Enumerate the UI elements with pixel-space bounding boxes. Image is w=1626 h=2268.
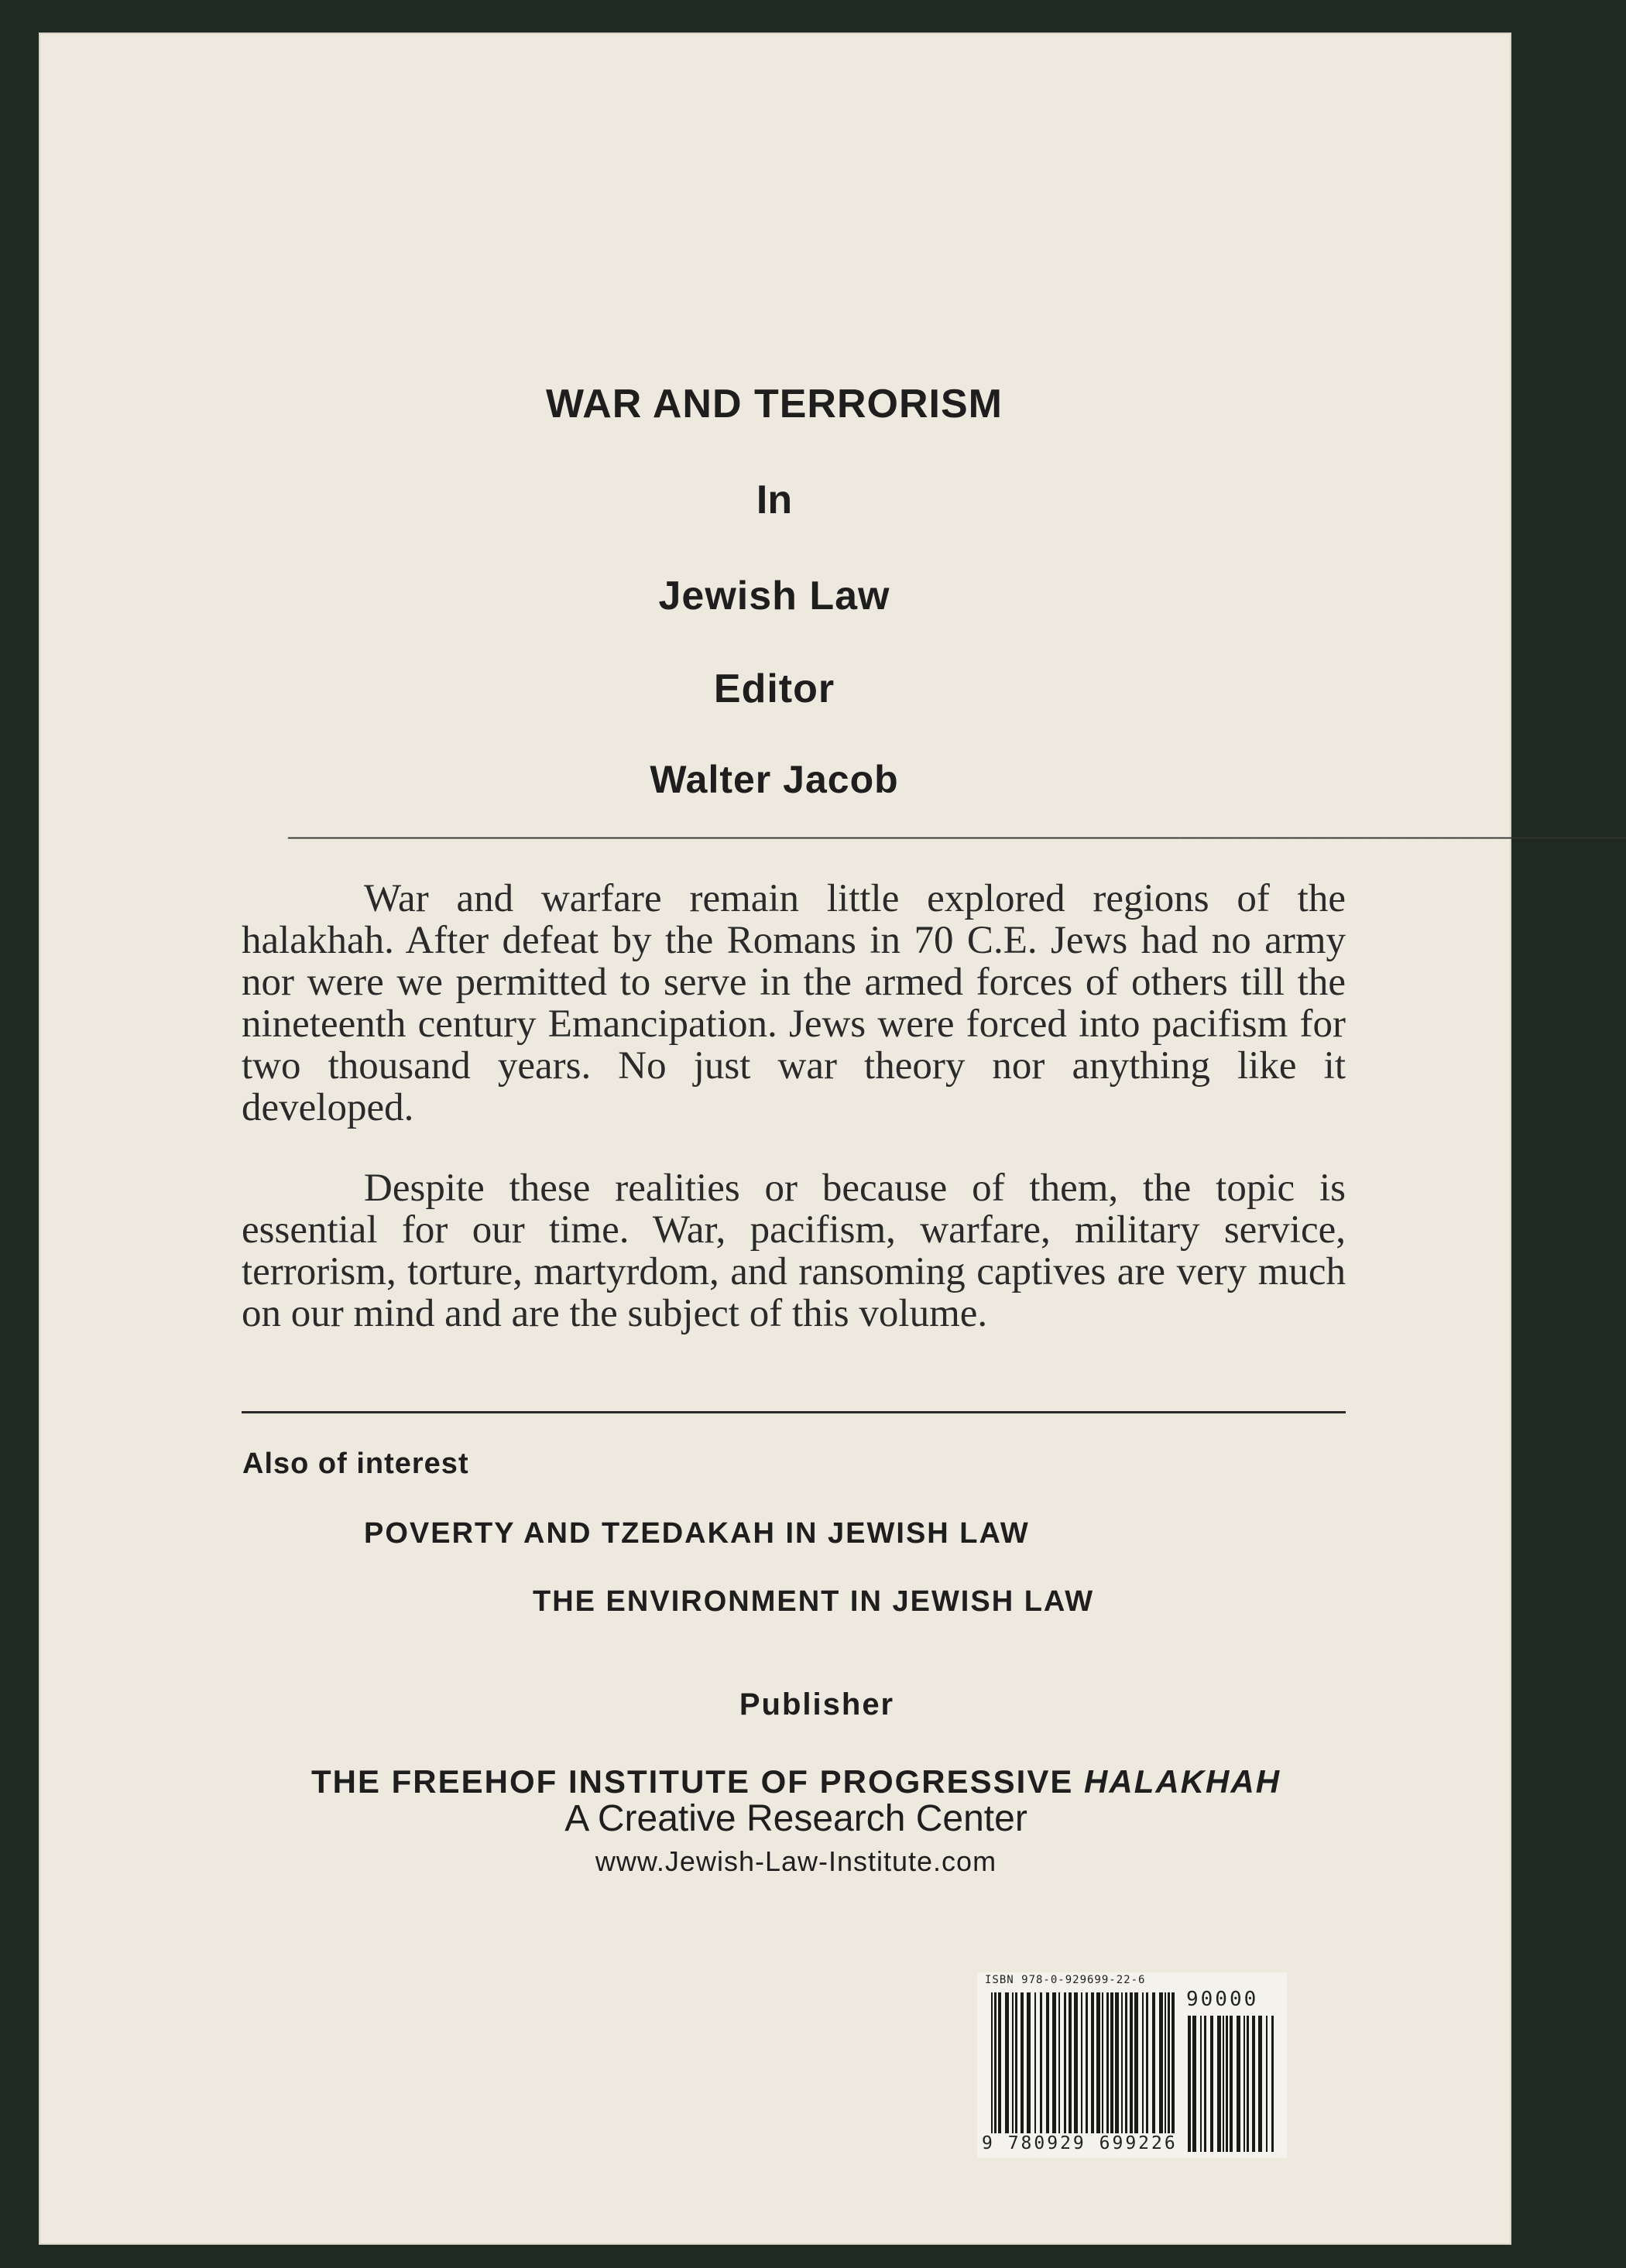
publisher-url: www.Jewish-Law-Institute.com	[595, 1845, 997, 1877]
barcode-bar	[1096, 1992, 1100, 2135]
barcode-bar	[1086, 1992, 1088, 2135]
barcode-bar	[1168, 1992, 1170, 2135]
barcode-bar	[1247, 2016, 1249, 2152]
dashed-divider: ________________________________________________________________________	[288, 810, 1626, 845]
barcode-bar	[1171, 1992, 1175, 2135]
barcode-bar	[998, 1992, 1001, 2135]
description-paragraph	[242, 1167, 1346, 1334]
barcode-bar	[1204, 2016, 1206, 2152]
description-text: Despite these realities or because of them, the topic is essential for our time. War, pacifism, warfare, military service, terrorism, torture, martyrdom, and ransoming captives are very much on our mind and are the subject of this volume.	[242, 1167, 1346, 1335]
barcode-bar	[1125, 1992, 1127, 2135]
barcode-bar	[1223, 2016, 1224, 2152]
book-title: WAR AND TERRORISM	[546, 382, 1003, 427]
barcode-bar	[1188, 2016, 1191, 2152]
barcode-bar	[1152, 1992, 1155, 2135]
barcode-bar	[1074, 1992, 1078, 2135]
barcode-bar	[1252, 2016, 1255, 2152]
barcode-bar	[991, 1992, 993, 2135]
publisher-name-text: THE FREEHOF INSTITUTE OF PROGRESSIVE	[310, 1763, 1074, 1800]
barcode-bar	[1226, 2016, 1228, 2152]
barcode-bar	[1015, 1992, 1017, 2135]
book-back-cover	[39, 33, 1626, 2245]
barcode-bar	[1012, 1992, 1014, 2135]
barcode-bar	[1005, 1992, 1009, 2135]
book-subtitle: Jewish Law	[658, 574, 890, 618]
barcode-bar	[1130, 1992, 1133, 2135]
barcode-digits: 9 780929 699226	[982, 2133, 1178, 2153]
editor-label: Editor	[713, 666, 835, 711]
related-book-title: THE ENVIRONMENT IN JEWISH LAW	[533, 1585, 1095, 1618]
barcode-bar	[1258, 2016, 1262, 2152]
barcode-bar	[1192, 2016, 1196, 2152]
publisher-tagline: A Creative Research Center	[564, 1798, 1027, 1839]
barcode-bar	[1034, 1992, 1036, 2135]
editor-name: Walter Jacob	[650, 758, 899, 801]
barcode-bar	[1165, 1992, 1166, 2135]
barcode-bar	[1146, 1992, 1148, 2135]
barcode-bar	[1244, 2016, 1245, 2152]
publisher-name	[22, 1763, 1570, 1800]
barcode-bar	[1046, 1992, 1049, 2135]
barcode-bar	[1052, 1992, 1056, 2135]
barcode-bar	[1121, 1992, 1123, 2135]
also-of-interest-label: Also of interest	[242, 1447, 469, 1480]
barcode-bar	[1115, 1992, 1119, 2135]
barcode-bar	[1230, 2016, 1233, 2152]
barcode-bar	[1110, 1992, 1113, 2135]
barcode-bar	[1058, 1992, 1060, 2135]
barcode-bar	[1069, 1992, 1072, 2135]
barcode-bar	[1159, 1992, 1163, 2135]
barcode-bar	[1091, 1992, 1094, 2135]
barcode-bar	[1200, 2016, 1202, 2152]
publisher-label: Publisher	[739, 1687, 895, 1722]
barcode-bar	[1142, 1992, 1144, 2135]
barcode-bar	[1064, 1992, 1066, 2135]
barcode-bar	[1271, 2016, 1274, 2152]
barcode-bar	[1237, 2016, 1240, 2152]
barcode-bar	[1102, 1992, 1103, 2135]
isbn-number: ISBN 978-0-929699-22-6	[985, 1974, 1146, 1986]
barcode-bar	[1134, 1992, 1138, 2135]
barcode-bar	[994, 1992, 997, 2135]
related-book-title: POVERTY AND TZEDAKAH IN JEWISH LAW	[364, 1517, 1030, 1550]
barcode-bar	[1081, 1992, 1082, 2135]
barcode-bar	[1266, 2016, 1268, 2152]
barcode-bar	[1106, 1992, 1109, 2135]
publisher-name-italic: HALAKHAH	[1084, 1763, 1281, 1800]
barcode-bar	[1210, 2016, 1213, 2152]
barcode-bar	[1217, 2016, 1221, 2152]
barcode-bar	[1021, 1992, 1024, 2135]
isbn-barcode	[977, 1972, 1287, 2158]
title-in: In	[756, 478, 793, 522]
solid-divider	[242, 1411, 1346, 1413]
description-text: War and warfare remain little explored regions of the halakhah. After defeat by the Romans in 70 C.E. Jews had no army nor were we permitted to serve in the armed forces of others till the nineteenth century Emancipation. Jews were forced into pacifism for two thousand years. No just war theory nor anything like it developed.	[242, 877, 1346, 1129]
description-paragraph	[242, 878, 1346, 1129]
barcode-bar	[1040, 1992, 1042, 2135]
barcode-bar	[1027, 1992, 1031, 2135]
price-code: 90000	[1186, 1988, 1259, 2011]
